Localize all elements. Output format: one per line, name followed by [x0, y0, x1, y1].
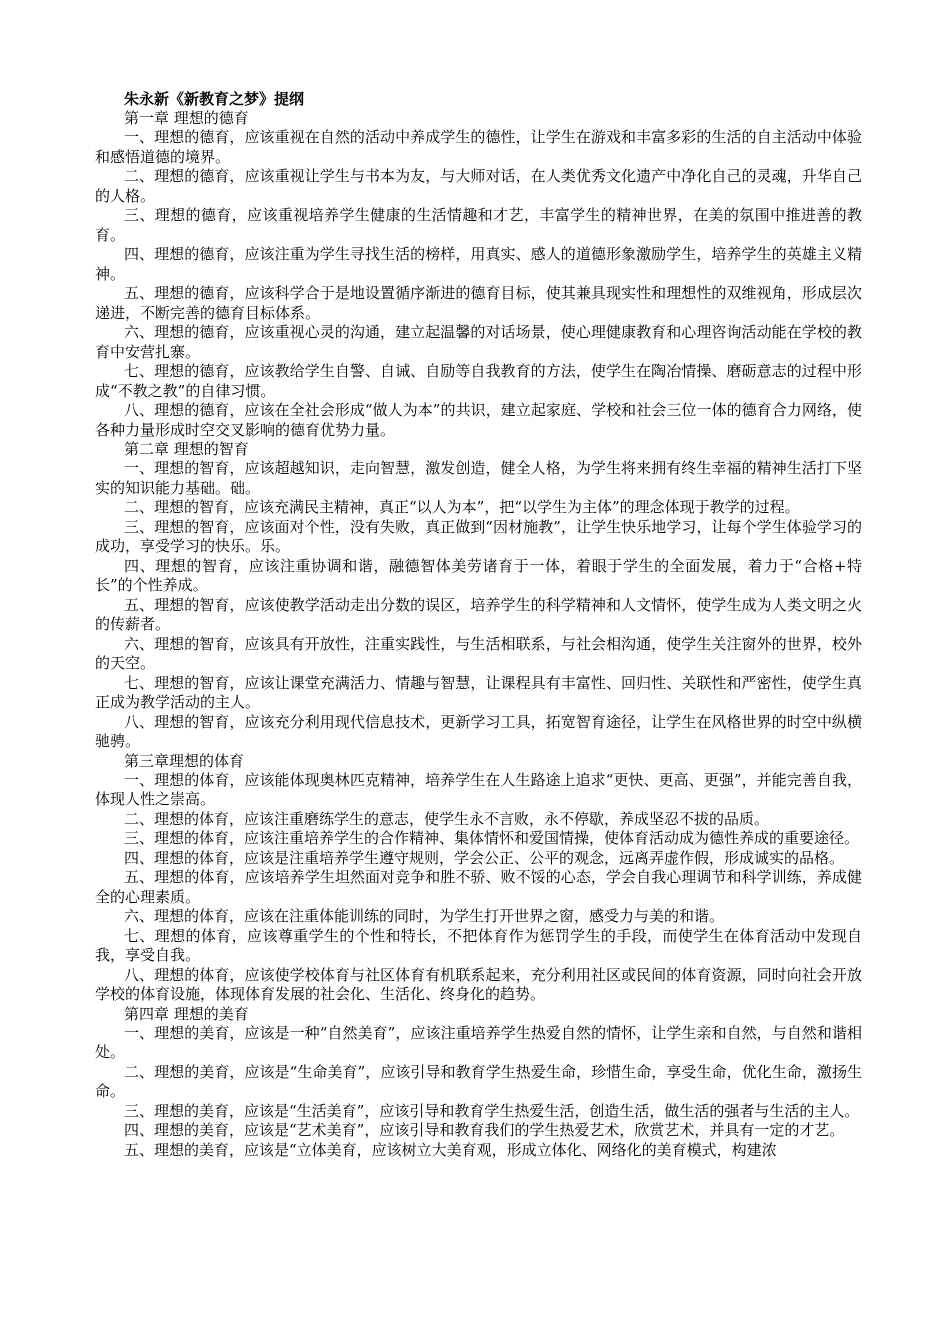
- chapter-2: [95, 440, 862, 752]
- paragraph: 八、理想的智育，应该充分利用现代信息技术，更新学习工具，拓宽智育途径，让学生在风格世界的时空中纵横驰骋。: [95, 712, 862, 750]
- paragraph: 四、理想的德育，应该注重为学生寻找生活的榜样，用真实、感人的道德形象激励学生，培养学生的英雄主义精神。: [95, 245, 862, 283]
- paragraph: 二、理想的智育，应该充满民主精神，真正“以人为本”，把“以学生为主体”的理念体现于教学的过程。: [124, 498, 800, 516]
- paragraph: 八、理想的体育，应该使学校体育与社区体育有机联系起来，充分利用社区或民间的体育资源，同时向社会开放学校的体育设施，体现体育发展的社会化、生活化、终身化的趋势。: [95, 965, 862, 1003]
- paragraph: 三、理想的智育，应该面对个性，没有失败，真正做到“因材施教”，让学生快乐地学习，让每个学生体验学习的成功，享受学习的快乐。乐。: [95, 517, 862, 555]
- chapter-3: [95, 752, 862, 1005]
- paragraph: 一、理想的体育，应该能体现奥林匹克精神，培养学生在人生路途上追求“更快、更高、更强”，并能完善自我，体现人性之崇高。: [95, 770, 862, 808]
- paragraph: 五、理想的德育，应该科学合于是地设置循序渐进的德育目标，使其兼具现实性和理想性的双维视角，形成层次递进，不断完善的德育目标体系。: [95, 284, 862, 322]
- chapter-1: [95, 109, 862, 440]
- paragraph: 五、理想的美育，应该是“立体美育，应该树立大美育观，形成立体化、网络化的美育模式，构建浓: [124, 1140, 777, 1159]
- paragraph: 一、理想的美育，应该是一种“自然美育”，应该注重培养学生热爱自然的情怀，让学生亲和自然，与自然和谐相处。: [95, 1023, 862, 1061]
- paragraph: 五、理想的体育，应该培养学生坦然面对竞争和胜不骄、败不馁的心态，学会自我心理调节和科学训练，养成健全的心理素质。: [95, 868, 862, 906]
- paragraph: 四、理想的智育，应该注重协调和谐，融德智体美劳诸育于一体，着眼于学生的全面发展，着力于“合格+特长”的个性养成。: [95, 556, 862, 594]
- paragraph: 六、理想的体育，应该在注重体能训练的同时，为学生打开世界之窗，感受力与美的和谐。: [124, 907, 725, 925]
- chapter-heading: 第一章 理想的德育: [124, 109, 249, 127]
- paragraph: 七、理想的智育，应该让课堂充满活力、情趣与智慧，让课程具有丰富性、回归性、关联性和严密性，使学生真正成为教学活动的主人。: [95, 673, 862, 711]
- document-page: [95, 90, 862, 1160]
- paragraph: 二、理想的美育，应该是“生命美育”，应该引导和教育学生热爱生命，珍惜生命，享受生命，优化生命，激扬生命。: [95, 1062, 862, 1100]
- paragraph: 七、理想的体育，应该尊重学生的个性和特长，不把体育作为惩罚学生的手段，而使学生在体育活动中发现自我，享受自我。: [95, 926, 862, 964]
- paragraph: 四、理想的体育，应该是注重培养学生遵守规则，学会公正、公平的观念，远离弄虚作假，形成诚实的品格。: [124, 848, 845, 867]
- paragraph: 二、理想的体育，应该注重磨练学生的意志，使学生永不言败，永不停歇，养成坚忍不拔的品质。: [124, 809, 770, 828]
- paragraph: 八、理想的德育，应该在全社会形成“做人为本”的共识，建立起家庭、学校和社会三位一体的德育合力网络，使各种力量形成时空交叉影响的德育优势力量。: [95, 401, 862, 439]
- paragraph: 三、理想的德育，应该重视培养学生健康的生活情趣和才艺，丰富学生的精神世界，在美的氛围中推进善的教育。: [95, 206, 862, 244]
- paragraph: 六、理想的德育，应该重视心灵的沟通，建立起温馨的对话场景，使心理健康教育和心理咨询活动能在学校的教育中安营扎寨。: [95, 323, 862, 361]
- document-title: 朱永新《新教育之梦》提纲: [124, 90, 305, 108]
- chapter-heading: 第三章理想的体育: [124, 751, 245, 770]
- paragraph: 六、理想的智育，应该具有开放性，注重实践性，与生活相联系，与社会相沟通，使学生关注窗外的世界，校外的天空。: [95, 634, 862, 672]
- chapter-heading: 第四章 理想的美育: [124, 1004, 249, 1023]
- paragraph: 一、理想的智育，应该超越知识，走向智慧，激发创造，健全人格，为学生将来拥有终生幸福的精神生活打下坚实的知识能力基础。础。: [95, 459, 862, 497]
- chapter-heading: 第二章 理想的智育: [124, 440, 249, 458]
- paragraph: 五、理想的智育，应该使教学活动走出分数的误区，培养学生的科学精神和人文情怀，使学生成为人类文明之火的传薪者。: [95, 595, 862, 633]
- paragraph: 三、理想的体育，应该注重培养学生的合作精神、集体情怀和爱国情操，使体育活动成为德性养成的重要途径。: [124, 829, 860, 847]
- paragraph: 四、理想的美育，应该是“艺术美育”，应该引导和教育我们的学生热爱艺术，欣赏艺术，并具有一定的才艺。: [124, 1121, 845, 1139]
- paragraph: 三、理想的美育，应该是“生活美育”，应该引导和教育学生热爱生活，创造生活，做生活的强者与生活的主人。: [124, 1101, 860, 1120]
- paragraph: 七、理想的德育，应该教给学生自警、自诫、自励等自我教育的方法，使学生在陶冶情操、磨砺意志的过程中形成“不教之教”的自律习惯。: [95, 362, 862, 400]
- chapter-4: [95, 1005, 862, 1161]
- paragraph: 二、理想的德育，应该重视让学生与书本为友，与大师对话，在人类优秀文化遗产中净化自己的灵魂，升华自己的人格。: [95, 167, 862, 205]
- paragraph: 一、理想的德育，应该重视在自然的活动中养成学生的德性，让学生在游戏和丰富多彩的生活的自主活动中体验和感悟道德的境界。: [95, 128, 862, 166]
